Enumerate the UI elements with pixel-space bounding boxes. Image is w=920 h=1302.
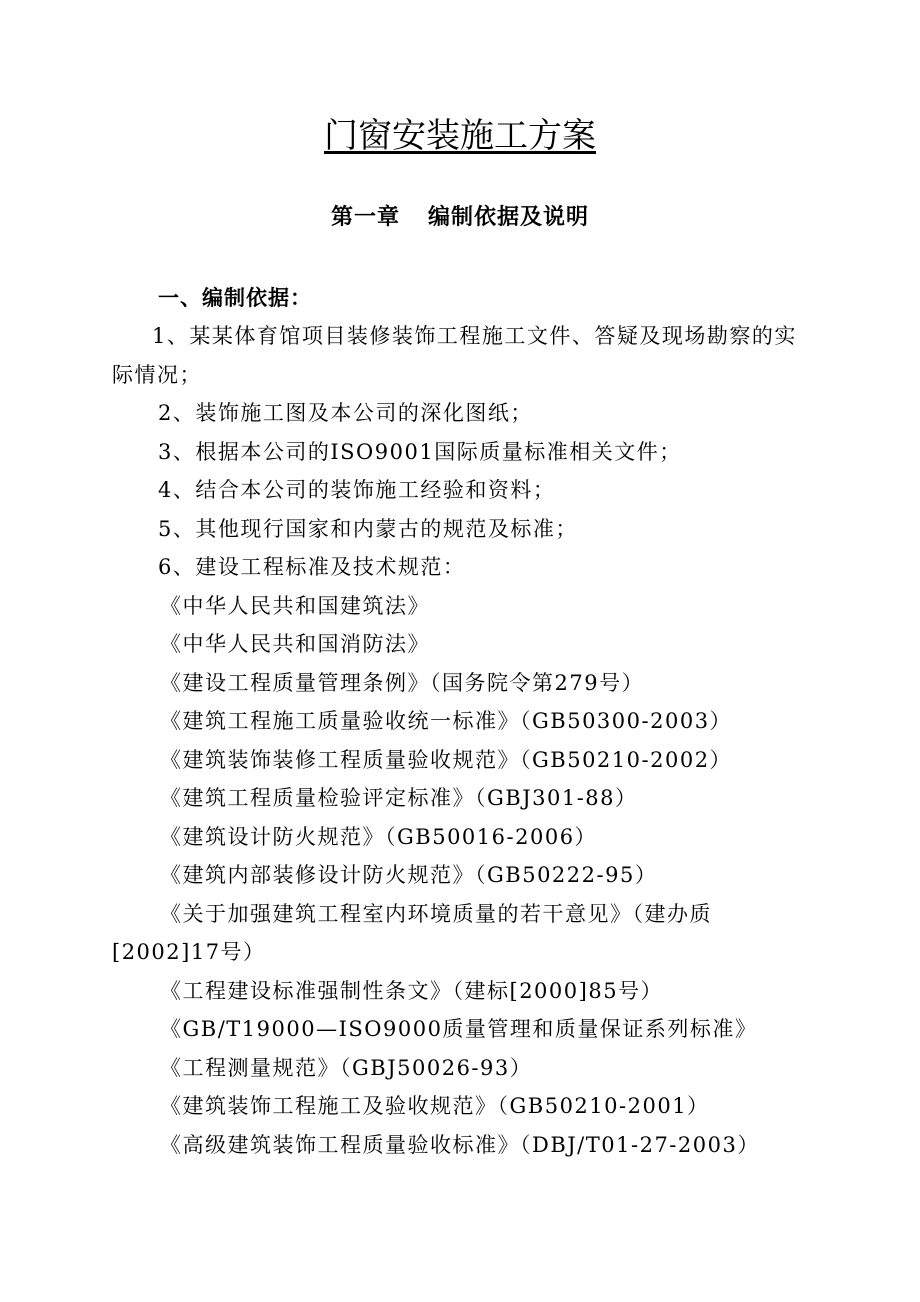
list-item-4: 4、结合本公司的装饰施工经验和资料； [158, 478, 556, 502]
reference-item: 《GB/T19000—ISO9000质量管理和质量保证系列标准》 [160, 1017, 758, 1041]
reference-item: 《建筑装饰工程施工及验收规范》（GB50210-2001） [160, 1094, 710, 1118]
list-item-5: 5、其他现行国家和内蒙古的规范及标准； [158, 516, 578, 541]
reference-item-continuation: [2002]17号） [112, 940, 266, 964]
section-heading: 一、编制依据： [158, 285, 312, 310]
chapter-number: 第一章 [330, 204, 400, 230]
reference-item: 《工程建设标准强制性条文》（建标[2000]85号） [160, 978, 664, 1003]
list-item-3: 3、根据本公司的ISO9001国际质量标准相关文件； [158, 439, 682, 464]
reference-item: 《建筑装饰装修工程质量验收规范》（GB50210-2002） [160, 747, 733, 772]
reference-item: 《建筑工程质量检验评定标准》（GBJ301-88） [160, 786, 638, 810]
reference-item: 《中华人民共和国消防法》 [160, 632, 430, 656]
chapter-name: 编制依据及说明 [428, 204, 590, 230]
reference-item: 《关于加强建筑工程室内环境质量的若干意见》（建办质 [160, 901, 712, 926]
document-title: 门窗安装施工方案 [324, 116, 596, 156]
reference-item: 《工程测量规范》（GBJ50026-93） [160, 1055, 533, 1080]
list-item-6: 6、建设工程标准及技术规范： [158, 555, 466, 579]
reference-item: 《建设工程质量管理条例》（国务院令第279号） [160, 670, 645, 695]
reference-item: 《建筑内部装修设计防火规范》（GB50222-95） [160, 863, 658, 887]
list-item-2: 2、装饰施工图及本公司的深化图纸； [158, 401, 533, 425]
reference-item: 《中华人民共和国建筑法》 [160, 593, 430, 618]
reference-item: 《高级建筑装饰工程质量验收标准》（DBJ/T01-27-2003） [160, 1132, 760, 1157]
reference-item: 《建筑工程施工质量验收统一标准》（GB50300-2003） [160, 709, 733, 733]
reference-item: 《建筑设计防火规范》（GB50016-2006） [160, 824, 598, 849]
list-item-1: 1、某某体育馆项目装修装饰工程施工文件、答疑及现场勘察的实际情况； [112, 324, 797, 387]
chapter-heading [0, 200, 920, 234]
body-text [112, 317, 812, 1164]
